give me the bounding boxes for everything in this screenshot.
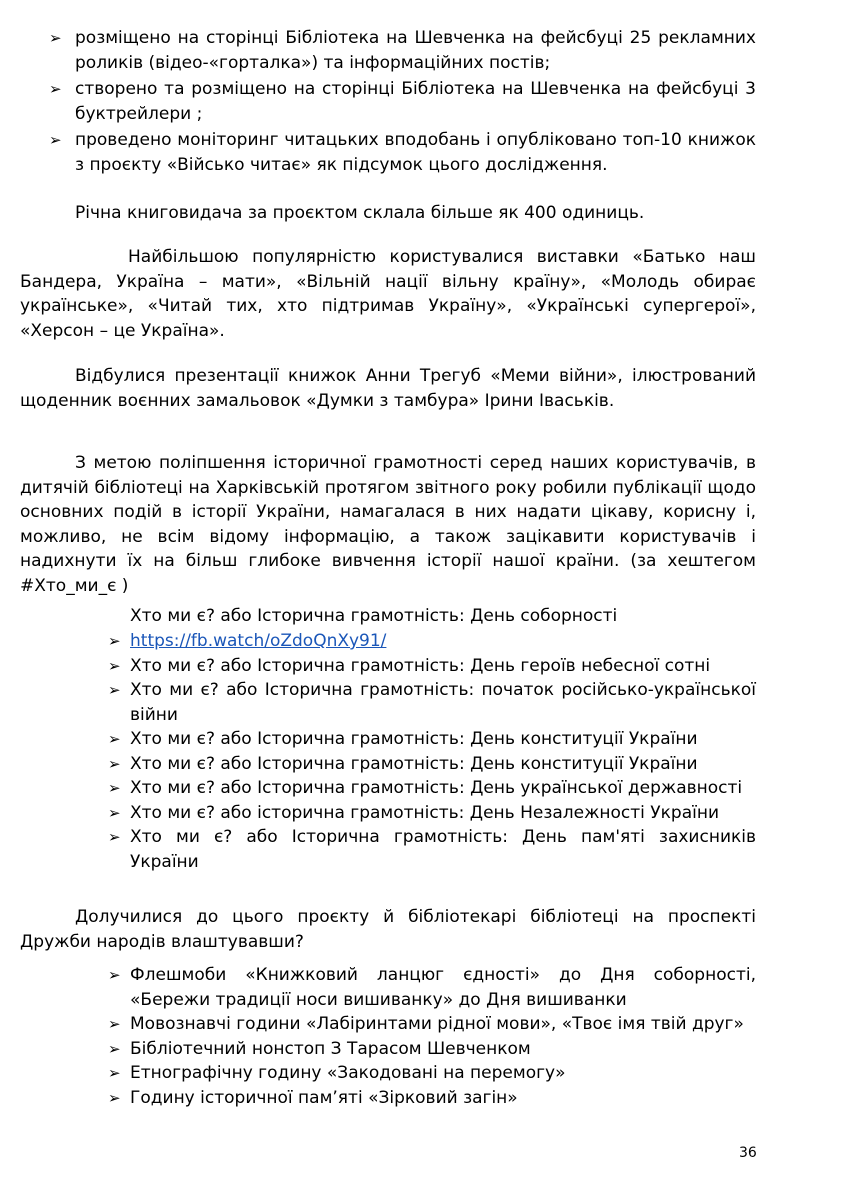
list-item: ➢ створено та розміщено на сторінці Бібліотека на Шевченка на фейсбуці 3 буктрейлери ; <box>49 79 756 124</box>
list-item: ➢ проведено моніторинг читацьких вподобань і опубліковано топ-10 книжок з проєкту «Військо читає» як підсумок цього дослідження. <box>49 130 756 175</box>
list-item: ➢ Хто ми є? або Історична грамотність: День конституції України <box>130 752 756 777</box>
arrow-bullet-icon: ➢ <box>49 29 62 47</box>
events-bullet-list <box>108 963 756 1110</box>
list-item: ➢ Хто ми є? або Історична грамотність: початок російсько-української війни <box>108 680 756 725</box>
arrow-bullet-icon: ➢ <box>108 1039 121 1058</box>
list-item: ➢ Хто ми є? або Історична грамотність: День пам'яті захисників України <box>108 827 756 872</box>
arrow-bullet-icon: ➢ <box>108 779 121 797</box>
paragraph-join: Долучилися до цього проєкту й бібліотекарі бібліотеці на проспекті Дружби народів влаштувавши? <box>20 907 756 952</box>
facebook-video-link[interactable]: https://fb.watch/oZdoQnXy91/ <box>130 631 387 651</box>
arrow-bullet-icon: ➢ <box>108 656 121 675</box>
arrow-bullet-icon: ➢ <box>108 828 121 846</box>
arrow-bullet-icon: ➢ <box>108 1088 121 1107</box>
arrow-bullet-icon: ➢ <box>108 632 121 650</box>
list-item: ➢ Етнографічну годину «Закодовані на перемогу» <box>130 1061 756 1086</box>
paragraph-exhibitions: Найбільшою популярністю користувалися виставки «Батько наш Бандера, Україна – мати», «Вільній нації вільну країну», «Молодь обирає українське», «Читай тих, хто підтримав Україну», «Українські супергерої», «Херсон – це Україна». <box>20 247 756 341</box>
paragraph-presentations: Відбулися презентації книжок Анни Трегуб «Меми війни», ілюстрований щоденник воєнних замальовок «Думки з тамбура» Ірини Іваськів. <box>20 366 756 411</box>
arrow-bullet-icon: ➢ <box>108 730 121 748</box>
arrow-bullet-icon: ➢ <box>108 803 121 822</box>
list-item: ➢ Флешмоби «Книжковий ланцюг єдності» до Дня соборності, «Бережи традиції носи вишиванку» до Дня вишиванки <box>108 965 756 1010</box>
list-item: ➢ Мовознавчі години «Лабіринтами рідної мови», «Твоє імя твій друг» <box>130 1012 756 1037</box>
list-item: ➢ Хто ми є? або історична грамотність: День Незалежності України <box>130 801 756 826</box>
arrow-bullet-icon: ➢ <box>108 681 121 699</box>
paragraph-circulation: Річна книговидача за проєктом склала більше як 400 одиниць. <box>75 203 645 223</box>
list-item: ➢ Хто ми є? або Історична грамотність: День української державності <box>130 776 756 801</box>
paragraph-history: З метою поліпшення історичної грамотності серед наших користувачів, в дитячій бібліотеці на Харківській протягом звітного року робили публікації щодо основних подій в історії України, намагалася в них надати цікаву, корисну і, можливо, не всім відому інформацію, а також зацікавити користувачів і надихнути їх на більш глибоке вивчення історії нашої країни. (за хештегом #Хто_ми_є ) <box>20 453 756 596</box>
list-item: ➢ Годину історичної пам’яті «Зірковий загін» <box>130 1086 756 1111</box>
arrow-bullet-icon: ➢ <box>49 131 62 149</box>
list-item: ➢ Хто ми є? або Історична грамотність: День героїв небесної сотні <box>130 654 756 679</box>
page-number: 36 <box>739 1145 757 1161</box>
arrow-bullet-icon: ➢ <box>49 80 62 98</box>
list-item: ➢ розміщено на сторінці Бібліотека на Шевченка на фейсбуці 25 рекламних роликів (відео-«горталка») та інформаційних постів; <box>49 28 756 73</box>
arrow-bullet-icon: ➢ <box>108 1064 121 1082</box>
history-intro-item: Хто ми є? або Історична грамотність: День соборності <box>130 606 618 626</box>
top-bullet-list <box>49 26 756 179</box>
list-item: ➢ Хто ми є? або Історична грамотність: День конституції України <box>130 727 756 752</box>
list-item: ➢ Бібліотечний нонстоп З Тарасом Шевченком <box>130 1037 756 1062</box>
arrow-bullet-icon: ➢ <box>108 966 121 984</box>
list-item-link <box>108 629 756 654</box>
history-bullet-list <box>108 629 756 874</box>
arrow-bullet-icon: ➢ <box>108 1015 121 1033</box>
arrow-bullet-icon: ➢ <box>108 754 121 773</box>
